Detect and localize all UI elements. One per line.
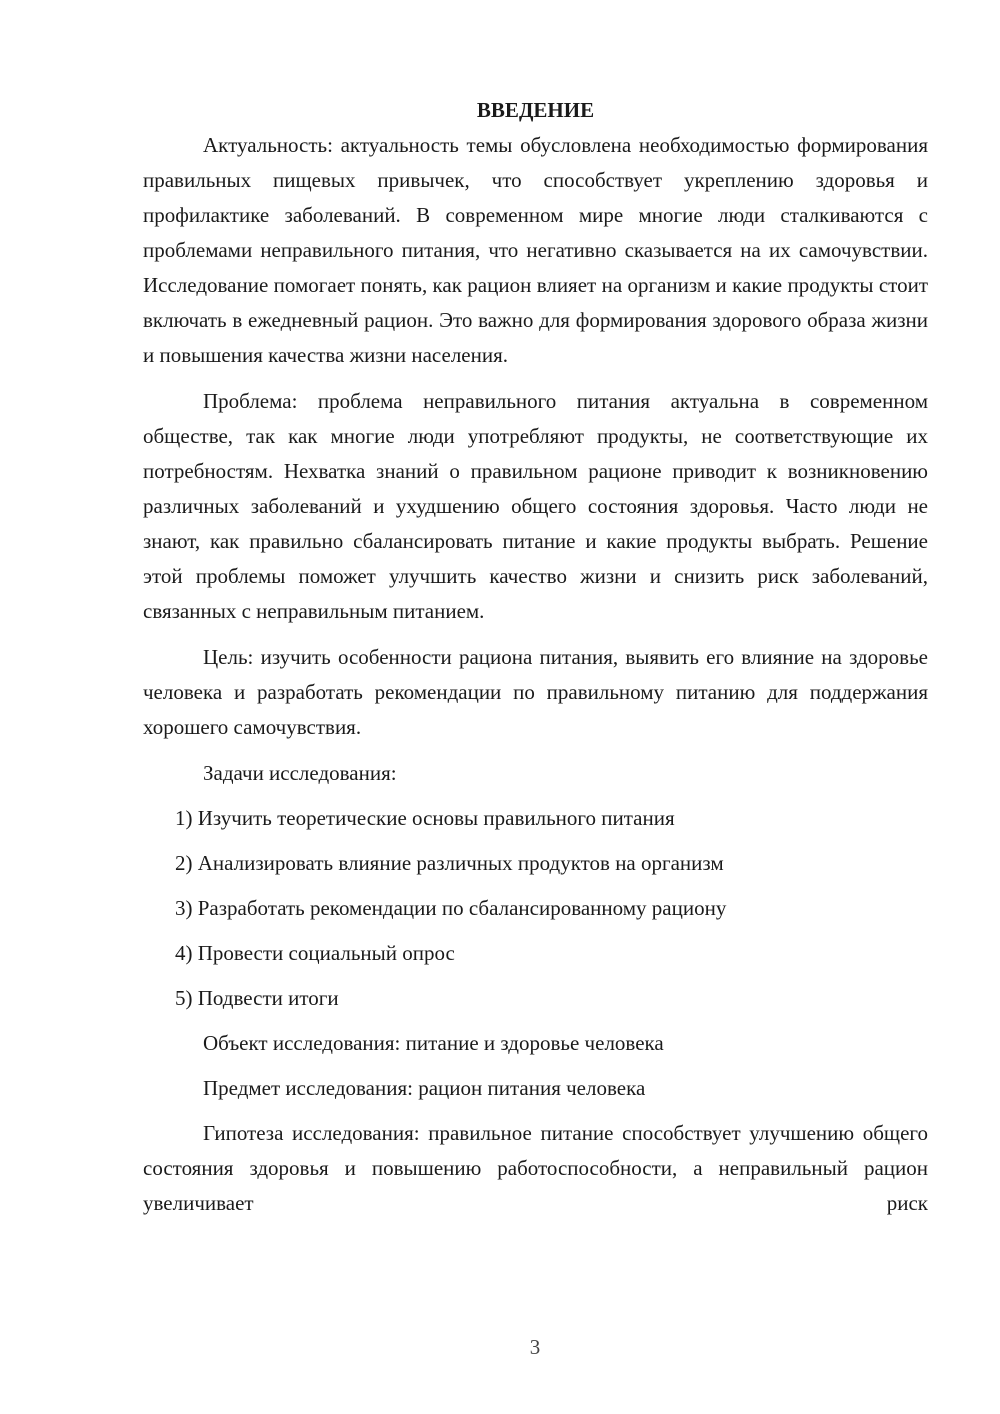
- relevance-paragraph: Актуальность: актуальность темы обусловлена необходимостью формирования правильных пищевых привычек, что способствует укреплению здоровья и профилактике заболеваний. В современном мире многие люди сталкиваются с проблемами неправильного питания, что негативно сказывается на их самочувствии. Исследование помогает понять, как рацион влияет на организм и какие продукты стоит включать в ежедневный рацион. Это важно для формирования здорового образа жизни и повышения качества жизни населения.: [143, 133, 928, 367]
- object-paragraph: Объект исследования: питание и здоровье человека: [203, 1031, 664, 1055]
- tasks-list: [143, 801, 928, 1016]
- hypothesis-paragraph: Гипотеза исследования: правильное питание способствует улучшению общего состояния здоровья и повышению работоспособности, а неправильный рацион увеличивает риск: [143, 1121, 928, 1215]
- problem-paragraph: Проблема: проблема неправильного питания актуальна в современном обществе, так как многие люди употребляют продукты, не соответствующие их потребностям. Нехватка знаний о правильном рационе приводит к возникновению различных заболеваний и ухудшению общего состояния здоровья. Часто люди не знают, как правильно сбалансировать питание и какие продукты выбрать. Решение этой проблемы поможет улучшить качество жизни и снизить риск заболеваний, связанных с неправильным питанием.: [143, 389, 928, 623]
- task-item-1: 1) Изучить теоретические основы правильного питания: [175, 806, 675, 830]
- subject-paragraph: Предмет исследования: рацион питания человека: [203, 1076, 646, 1100]
- page-title: ВВЕДЕНИЕ: [476, 98, 595, 122]
- task-item-3: 3) Разработать рекомендации по сбалансированному рациону: [175, 896, 727, 920]
- page-content: [143, 93, 928, 1232]
- page-number: 3: [529, 1335, 541, 1359]
- task-item-5: 5) Подвести итоги: [175, 986, 339, 1010]
- goal-paragraph: Цель: изучить особенности рациона питания, выявить его влияние на здоровье человека и разработать рекомендации по правильному питанию для поддержания хорошего самочувствия.: [143, 645, 928, 739]
- task-item-4: 4) Провести социальный опрос: [175, 941, 455, 965]
- tasks-heading: Задачи исследования:: [203, 761, 397, 785]
- task-item-2: 2) Анализировать влияние различных продуктов на организм: [175, 851, 724, 875]
